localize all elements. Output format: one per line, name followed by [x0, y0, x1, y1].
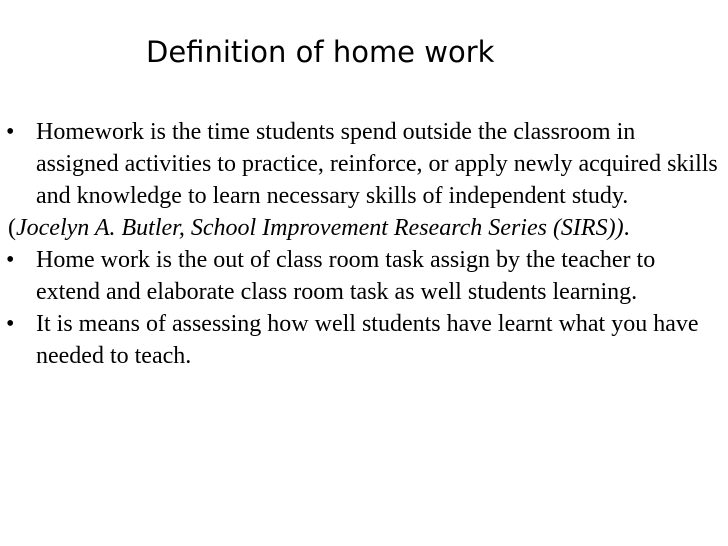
citation-period: .: [623, 215, 630, 241]
bullet-dot-icon: •: [6, 119, 15, 145]
bullet-text-1: Homework is the time students spend outside the classroom in assigned activities to practice, reinforce, or apply newly acquired skills and knowledge to learn necessary skills of independent study.: [36, 119, 718, 209]
slide-title: Definition of home work: [146, 35, 495, 69]
bullet-dot-icon: •: [6, 247, 15, 273]
bullet-item-3: [0, 308, 728, 372]
bullet-item-1: [0, 116, 728, 212]
bullet-dot-icon: •: [6, 311, 15, 337]
bullet-text-2: Home work is the out of class room task assign by the teacher to extend and elaborate class room task as well students learning.: [36, 247, 656, 305]
bullet-item-2: [0, 244, 728, 308]
bullet-text-3: It is means of assessing how well students have learnt what you have needed to teach.: [36, 311, 699, 369]
citation: [0, 212, 728, 244]
slide-content: [0, 116, 728, 372]
citation-open-paren: (: [8, 215, 16, 241]
citation-text: Jocelyn A. Butler, School Improvement Research Series (SIRS)): [16, 215, 624, 241]
